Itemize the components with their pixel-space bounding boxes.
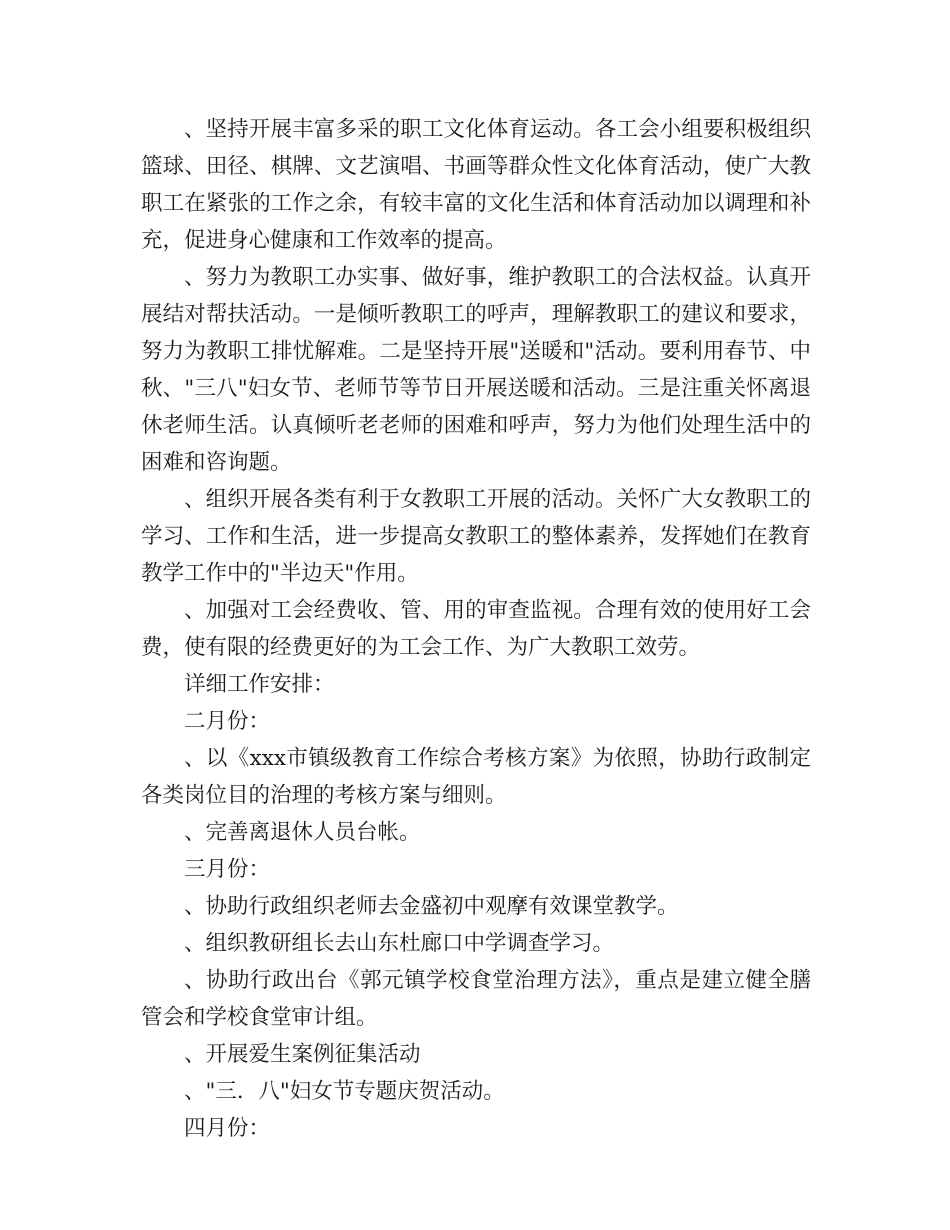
document-body (141, 111, 811, 1147)
paragraph: 、努力为教职工办实事、做好事，维护教职工的合法权益。认真开展结对帮扶活动。一是倾听教职工的呼声，理解教职工的建议和要求，努力为教职工排忧解难。二是坚持开展"送暖和"活动。要利用春节、中秋、"三八"妇女节、老师节等节日开展送暖和活动。三是注重关怀离退休老师生活。认真倾听老老师的困难和呼声，努力为他们处理生活中的困难和咨询题。 (141, 265, 811, 475)
month-heading: 二月份： (184, 709, 271, 734)
paragraph: 、以《xxx市镇级教育工作综合考核方案》为依照，协助行政制定各类岗位目的治理的考核方案与细则。 (141, 746, 811, 808)
paragraph: 、协助行政出台《郭元镇学校食堂治理方法》，重点是建立健全膳管会和学校食堂审计组。 (141, 968, 811, 1030)
paragraph: 、开展爱生案例征集活动 (184, 1042, 421, 1067)
paragraph: 、坚持开展丰富多采的职工文化体育运动。各工会小组要积极组织篮球、田径、棋牌、文艺演唱、书画等群众性文化体育活动，使广大教职工在紧张的工作之余，有较丰富的文化生活和体育活动加以调理和补充，促进身心健康和工作效率的提高。 (141, 117, 811, 253)
paragraph: 、完善离退休人员台帐。 (184, 820, 421, 845)
paragraph: 、加强对工会经费收、管、用的审查监视。合理有效的使用好工会费，使有限的经费更好的为工会工作、为广大教职工效劳。 (141, 598, 811, 660)
month-heading: 四月份： (184, 1116, 271, 1141)
paragraph: 、组织开展各类有利于女教职工开展的活动。关怀广大女教职工的学习、工作和生活，进一步提高女教职工的整体素养，发挥她们在教育教学工作中的"半边天"作用。 (141, 487, 811, 586)
month-heading: 三月份： (184, 857, 271, 882)
paragraph: 、组织教研组长去山东杜廊口中学调查学习。 (184, 931, 615, 956)
paragraph: 、"三．八"妇女节专题庆贺活动。 (184, 1079, 505, 1104)
section-heading: 详细工作安排： (184, 672, 335, 697)
paragraph: 、协助行政组织老师去金盛初中观摩有效课堂教学。 (184, 894, 679, 919)
